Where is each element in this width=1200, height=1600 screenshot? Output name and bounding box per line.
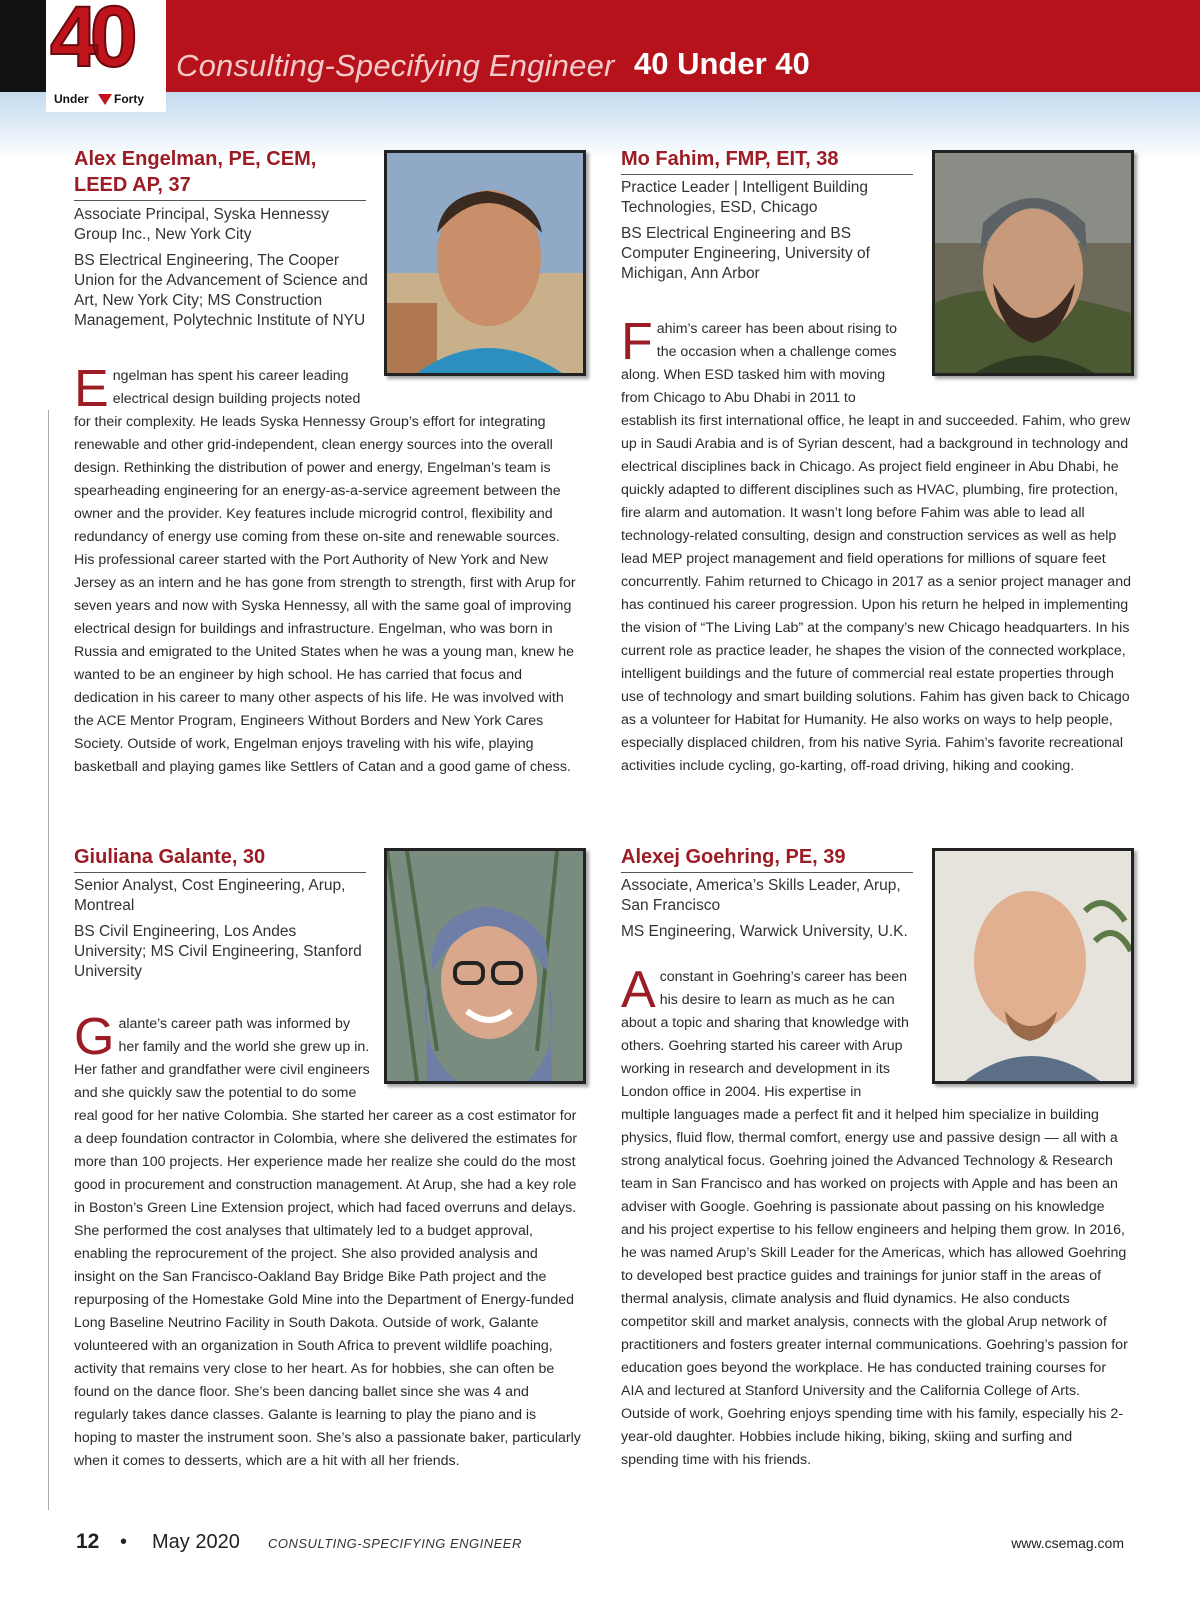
- website-url: www.csemag.com: [1011, 1535, 1124, 1551]
- name-divider: [74, 872, 366, 873]
- photo-wrap-spacer: [911, 318, 1131, 390]
- profile-bio-text: alante’s career path was informed by her family and the world she grew up in. Her father and grandfather were civil engineers and she quickly saw the potential to do some real good for her native Colombia. She started her career as a cost estimator for a deep foundation contractor in Colombia, where she delivered the estimates for more than 100 projects. Her experience made her realize she could do the most good in procurement and construction management. At Arup, she had a key role in Boston’s Green Line Extension project, which had faced overruns and delays. She performed the cost analyses that ultimately led to a budget approval, enabling the reprocurement of the project. She also provided analysis and insight on the San Francisco-Oakland Bay Bridge Bike Path project and the repurposing of the Homestake Gold Mine into the Department of Energy-funded Long Baseline Neutrino Facility in South Dakota. Outside of work, Galante volunteered with an organization in South Africa to prevent wildlife poaching, activity that remains very close to her heart. As for hobbies, she can often be found on the dance floor. She’s been dancing ballet since she was 4 and regularly takes dance classes. Galante is learning to play the piano and is hoping to master the instrument soon. She’s also a passionate baker, particularly when it comes to desserts, which are a hit with all her friends.: [74, 1016, 581, 1469]
- profile-bio-text: ngelman has spent his career leading electrical design building projects noted for their complexity. He leads Syska Hennessy Group’s effort for integrating renewable and other grid-independent, clean energy sources into the overall design. Rethinking the distribution of power and energy, Engelman’s team is spearheading engineering for an energy-as-a-service agreement between the owner and the provider. Key features include microgrid control, flexibility and redundancy of energy use coming from these on-site and renewable sources. His professional career started with the Port Authority of New York and New Jersey as an intern and he has gone from strength to strength, first with Arup for seven years and now with Syska Hennessy, all with the same goal of improving electrical design for buildings and infrastructure. Engelman, who was born in Russia and emigrated to the United States when he was a young man, knew he wanted to be an engineer by high school. He has carried that focus and dedication in his career to many other aspects of his life. He was involved with the ACE Mentor Program, Engineers Without Borders and New York Cares Society. Outside of work, Engelman enjoys traveling with his wife, playing basketball and playing games like Settlers of Catan and a good game of chess.: [74, 368, 576, 775]
- photo-wrap-spacer: [911, 966, 1131, 1084]
- section-title: 40 Under 40: [634, 46, 810, 81]
- profile-title: Senior Analyst, Cost Engineering, Arup, Montreal: [74, 877, 346, 914]
- photo-wrap-spacer: [370, 365, 582, 397]
- logo-number: 40: [50, 0, 130, 85]
- profile-education: BS Electrical Engineering and BS Computer Engineering, University of Michigan, Ann Arbor: [621, 225, 870, 282]
- logo-forty-text: Forty: [114, 92, 144, 106]
- drop-cap: G: [74, 1008, 115, 1066]
- profile-name: [74, 146, 364, 198]
- profile-education: BS Electrical Engineering, The Cooper Union for the Advancement of Science and Art, New York City; MS Construction Management, Polytechnic Institute of NYU: [74, 252, 368, 329]
- profile-title: Associate Principal, Syska Hennessy Group Inc., New York City: [74, 206, 330, 243]
- profile-bio-text: ahim’s career has been about rising to the occasion when a challenge comes along. When ESD tasked him with moving from Chicago to Abu Dhabi in 2011 to establish its first international office, he leapt in and succeeded. Fahim, who grew up in Saudi Arabia and is of Syrian descent, had a background in technology and electrical disciplines back in Chicago. As project field engineer in Abu Dhabi, he quickly adapted to different disciplines such as HVAC, plumbing, fire protection, fire alarm and automation. It wasn’t long before Fahim was able to lead all technology-related consulting, design and construction services as well as help lead MEP project management and field operations for millions of square feet concurrently. Fahim returned to Chicago in 2017 as a senior project manager and has continued his career progression. Upon his return he helped in implementing the vision of “The Living Lab” at the company’s new Chicago headquarters. In his current role as practice leader, he shapes the vision of the connected workplace, intelligent buildings and the future of commercial real estate properties through use of technology and smart building solutions. Fahim has given back to Chicago as a volunteer for Habitat for Humanity. He also works on ways to help people, especially displaced children, from his native Syria. Fahim’s favorite recreational activities include cycling, go-karting, off-road driving, hiking and cooking.: [621, 321, 1131, 774]
- profile-name: Mo Fahim, FMP, EIT, 38: [621, 148, 839, 170]
- footer-bullet: •: [120, 1531, 128, 1553]
- profile-bio: [621, 961, 1131, 1472]
- profile-name-line1: Alex Engelman, PE, CEM,: [74, 148, 317, 170]
- drop-cap: F: [621, 313, 653, 371]
- name-divider: [74, 200, 366, 201]
- portrait-engelman: [387, 153, 583, 373]
- publication-name: CONSULTING-SPECIFYING ENGINEER: [268, 1536, 522, 1551]
- name-divider: [621, 872, 913, 873]
- name-divider: [621, 174, 913, 175]
- drop-cap: A: [621, 961, 656, 1019]
- magazine-title: Consulting-Specifying Engineer: [176, 48, 615, 83]
- profile-education: BS Civil Engineering, Los Andes University; MS Civil Engineering, Stanford University: [74, 923, 362, 980]
- profile-name-line2: LEED AP, 37: [74, 174, 191, 196]
- profile-name: Giuliana Galante, 30: [74, 846, 266, 868]
- profile-name: Alexej Goehring, PE, 39: [621, 846, 846, 868]
- page-margin-line: [48, 410, 49, 1510]
- page-number: 12: [76, 1530, 100, 1553]
- profile-title: Practice Leader | Intelligent Building Technologies, ESD, Chicago: [621, 179, 869, 216]
- profile-bio: [621, 313, 1131, 778]
- profile-title: Associate, America’s Skills Leader, Arup, San Francisco: [621, 877, 901, 914]
- issue-date: May 2020: [152, 1531, 240, 1553]
- drop-cap: E: [74, 360, 109, 418]
- header-black-strip: [0, 0, 46, 92]
- profile-education: MS Engineering, Warwick University, U.K.: [621, 923, 908, 940]
- logo-triangle-icon: [98, 94, 112, 105]
- photo-wrap-spacer: [370, 1013, 582, 1085]
- profile-bio: [74, 1008, 582, 1473]
- profile-bio: [74, 360, 582, 779]
- forty-under-forty-logo: [46, 0, 166, 112]
- profile-bio-text: constant in Goehring’s career has been his desire to learn as much as he can about a topic and sharing that knowledge with others. Goehring started his career with Arup working in research and development in its London office in 2004. His expertise in multiple languages made a perfect fit and it helped him specialize in building physics, fluid flow, thermal comfort, energy use and passive design — all with a strong analytical focus. Goehring joined the Advanced Technology & Research team in San Francisco and has worked on projects with Apple and has been an adviser with Google. Goehring is passionate about passing on his knowledge and his project expertise to his fellow engineers and helping them grow. In 2016, he was named Arup’s Skill Leader for the Americas, which has allowed Goehring to developed best practice guides and trainings for junior staff in the areas of thermal analysis, climate analysis and fluid dynamics. He also conducts competitor skill and market analysis, connects with the global Arup network of practitioners and fosters greater internal communications. Goehring’s passion for education goes beyond the workplace. He has conducted training courses for AIA and lectured at Stanford University and the California College of Arts. Outside of work, Goehring enjoys spending time with his family, especially his 2-year-old daughter. Hobbies include hiking, biking, skiing and surfing and spending time with his friends.: [621, 969, 1128, 1468]
- logo-under-text: Under: [54, 92, 89, 106]
- profile-photo: [384, 150, 586, 376]
